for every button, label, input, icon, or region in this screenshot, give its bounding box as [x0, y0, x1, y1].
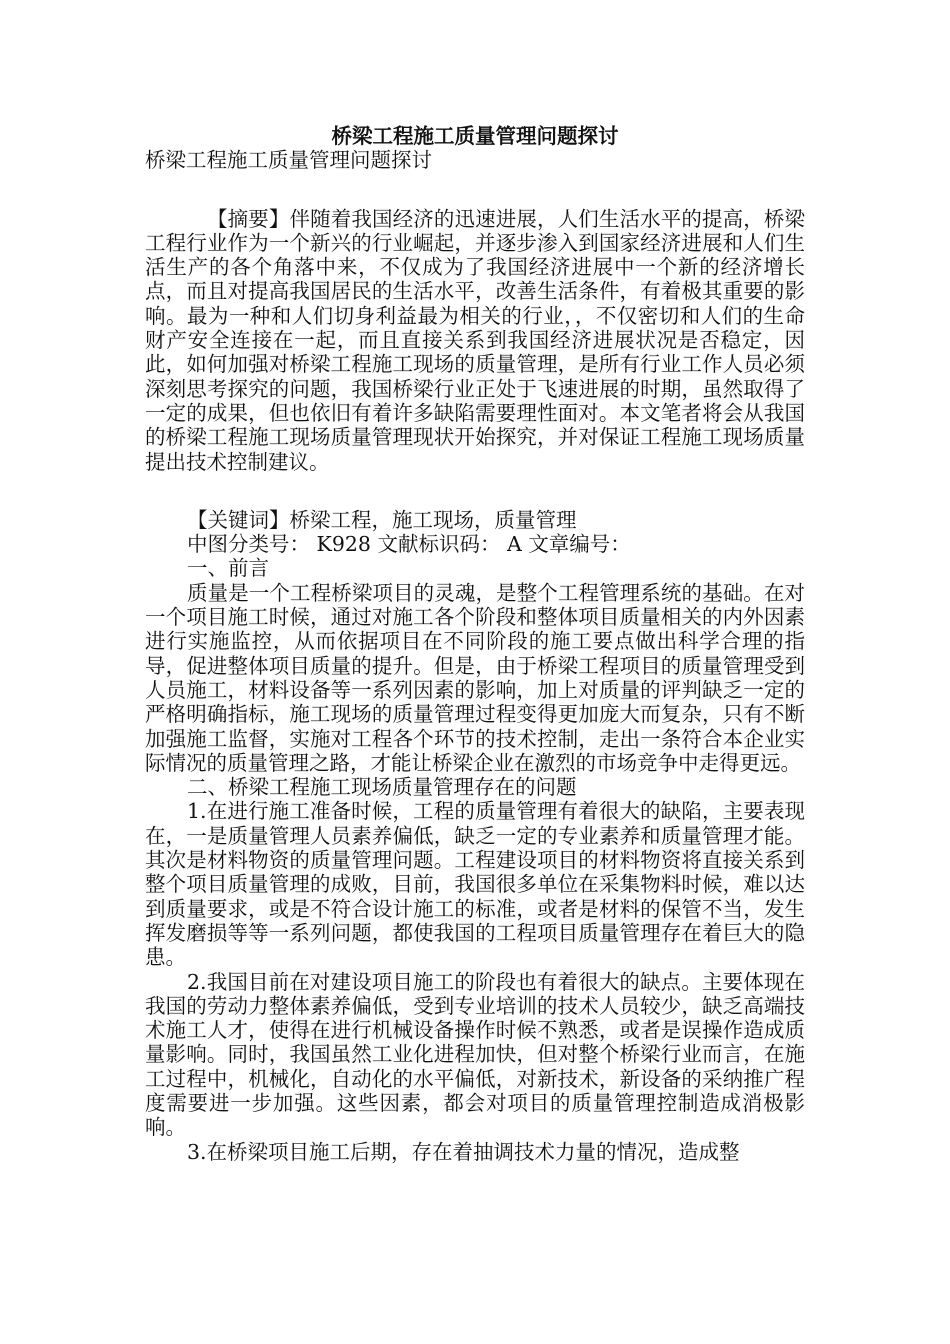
- document-subtitle: 桥梁工程施工质量管理问题探讨: [145, 148, 432, 173]
- problem-item-3: 3.在桥梁项目施工后期，存在着抽调技术力量的情况，造成整: [187, 1139, 740, 1164]
- classification-line: 中图分类号： K928 文献标识码： A 文章编号：: [187, 532, 631, 557]
- intro-paragraph: 质量是一个工程桥梁项目的灵魂，是整个工程管理系统的基础。在对一个项目施工时候，通过对施工各个阶段和整体项目质量相关的内外因素进行实施监控，从而依据项目在不同阶段的施工要点做出科学合理的指导，促进整体项目质量的提升。但是，由于桥梁工程项目的质量管理受到人员施工，材料设备等一系列因素的影响，加上对质量的评判缺乏一定的严格明确指标，施工现场的质量管理过程变得更加庞大而复杂，只有不断加强施工监督，实施对工程各个环节的技术控制，走出一条符合本企业实际情况的质量管理之路，才能让桥梁企业在激烈的市场竞争中走得更远。: [145, 580, 805, 775]
- problem-item-2: 2.我国目前在对建设项目施工的阶段也有着很大的缺点。主要体现在我国的劳动力整体素养偏低，受到专业培训的技术人员较少，缺乏高端技术施工人才，使得在进行机械设备操作时候不熟悉，或者是误操作造成质量影响。同时，我国虽然工业化进程加快，但对整个桥梁行业而言，在施工过程中，机械化，自动化的水平偏低，对新技术，新设备的采纳推广程度需要进一步加强。这些因素，都会对项目的质量管理控制造成消极影响。: [145, 969, 805, 1140]
- section-heading-problems: 二、桥梁工程施工现场质量管理存在的问题: [187, 775, 577, 800]
- section-heading-intro: 一、前言: [187, 556, 269, 581]
- document-body: [145, 124, 805, 1164]
- abstract-paragraph: 【摘要】伴随着我国经济的迅速进展，人们生活水平的提高，桥梁工程行业作为一个新兴的行业崛起，并逐步渗入到国家经济进展和人们生活生产的各个角落中来，不仅成为了我国经济进展中一个新的经济增长点，而且对提高我国居民的生活水平，改善生活条件，有着极其重要的影响。最为一种和人们切身利益最为相关的行业，，不仅密切和人们的生命财产安全连接在一起，而且直接关系到我国经济进展状况是否稳定，因此，如何加强对桥梁工程施工现场的质量管理，是所有行业工作人员必须深刻思考探究的问题，我国桥梁行业正处于飞速进展的时期，虽然取得了一定的成果，但也依旧有着许多缺陷需要理性面对。本文笔者将会从我国的桥梁工程施工现场质量管理现状开始探究，并对保证工程施工现场质量提出技术控制建议。: [145, 206, 805, 474]
- problem-item-1: 1.在进行施工准备时候，工程的质量管理有着很大的缺陷，主要表现在，一是质量管理人员素养偏低，缺乏一定的专业素养和质量管理才能。其次是材料物资的质量管理问题。工程建设项目的材料物资将直接关系到整个项目质量管理的成败，目前，我国很多单位在采集物料时候，难以达到质量要求，或是不符合设计施工的标准，或者是材料的保管不当，发生挥发磨损等等一系列问题，都使我国的工程项目质量管理存在着巨大的隐患。: [145, 799, 805, 970]
- keywords-line: 【关键词】桥梁工程，施工现场，质量管理: [187, 507, 577, 532]
- document-title: 桥梁工程施工质量管理问题探讨: [331, 124, 619, 148]
